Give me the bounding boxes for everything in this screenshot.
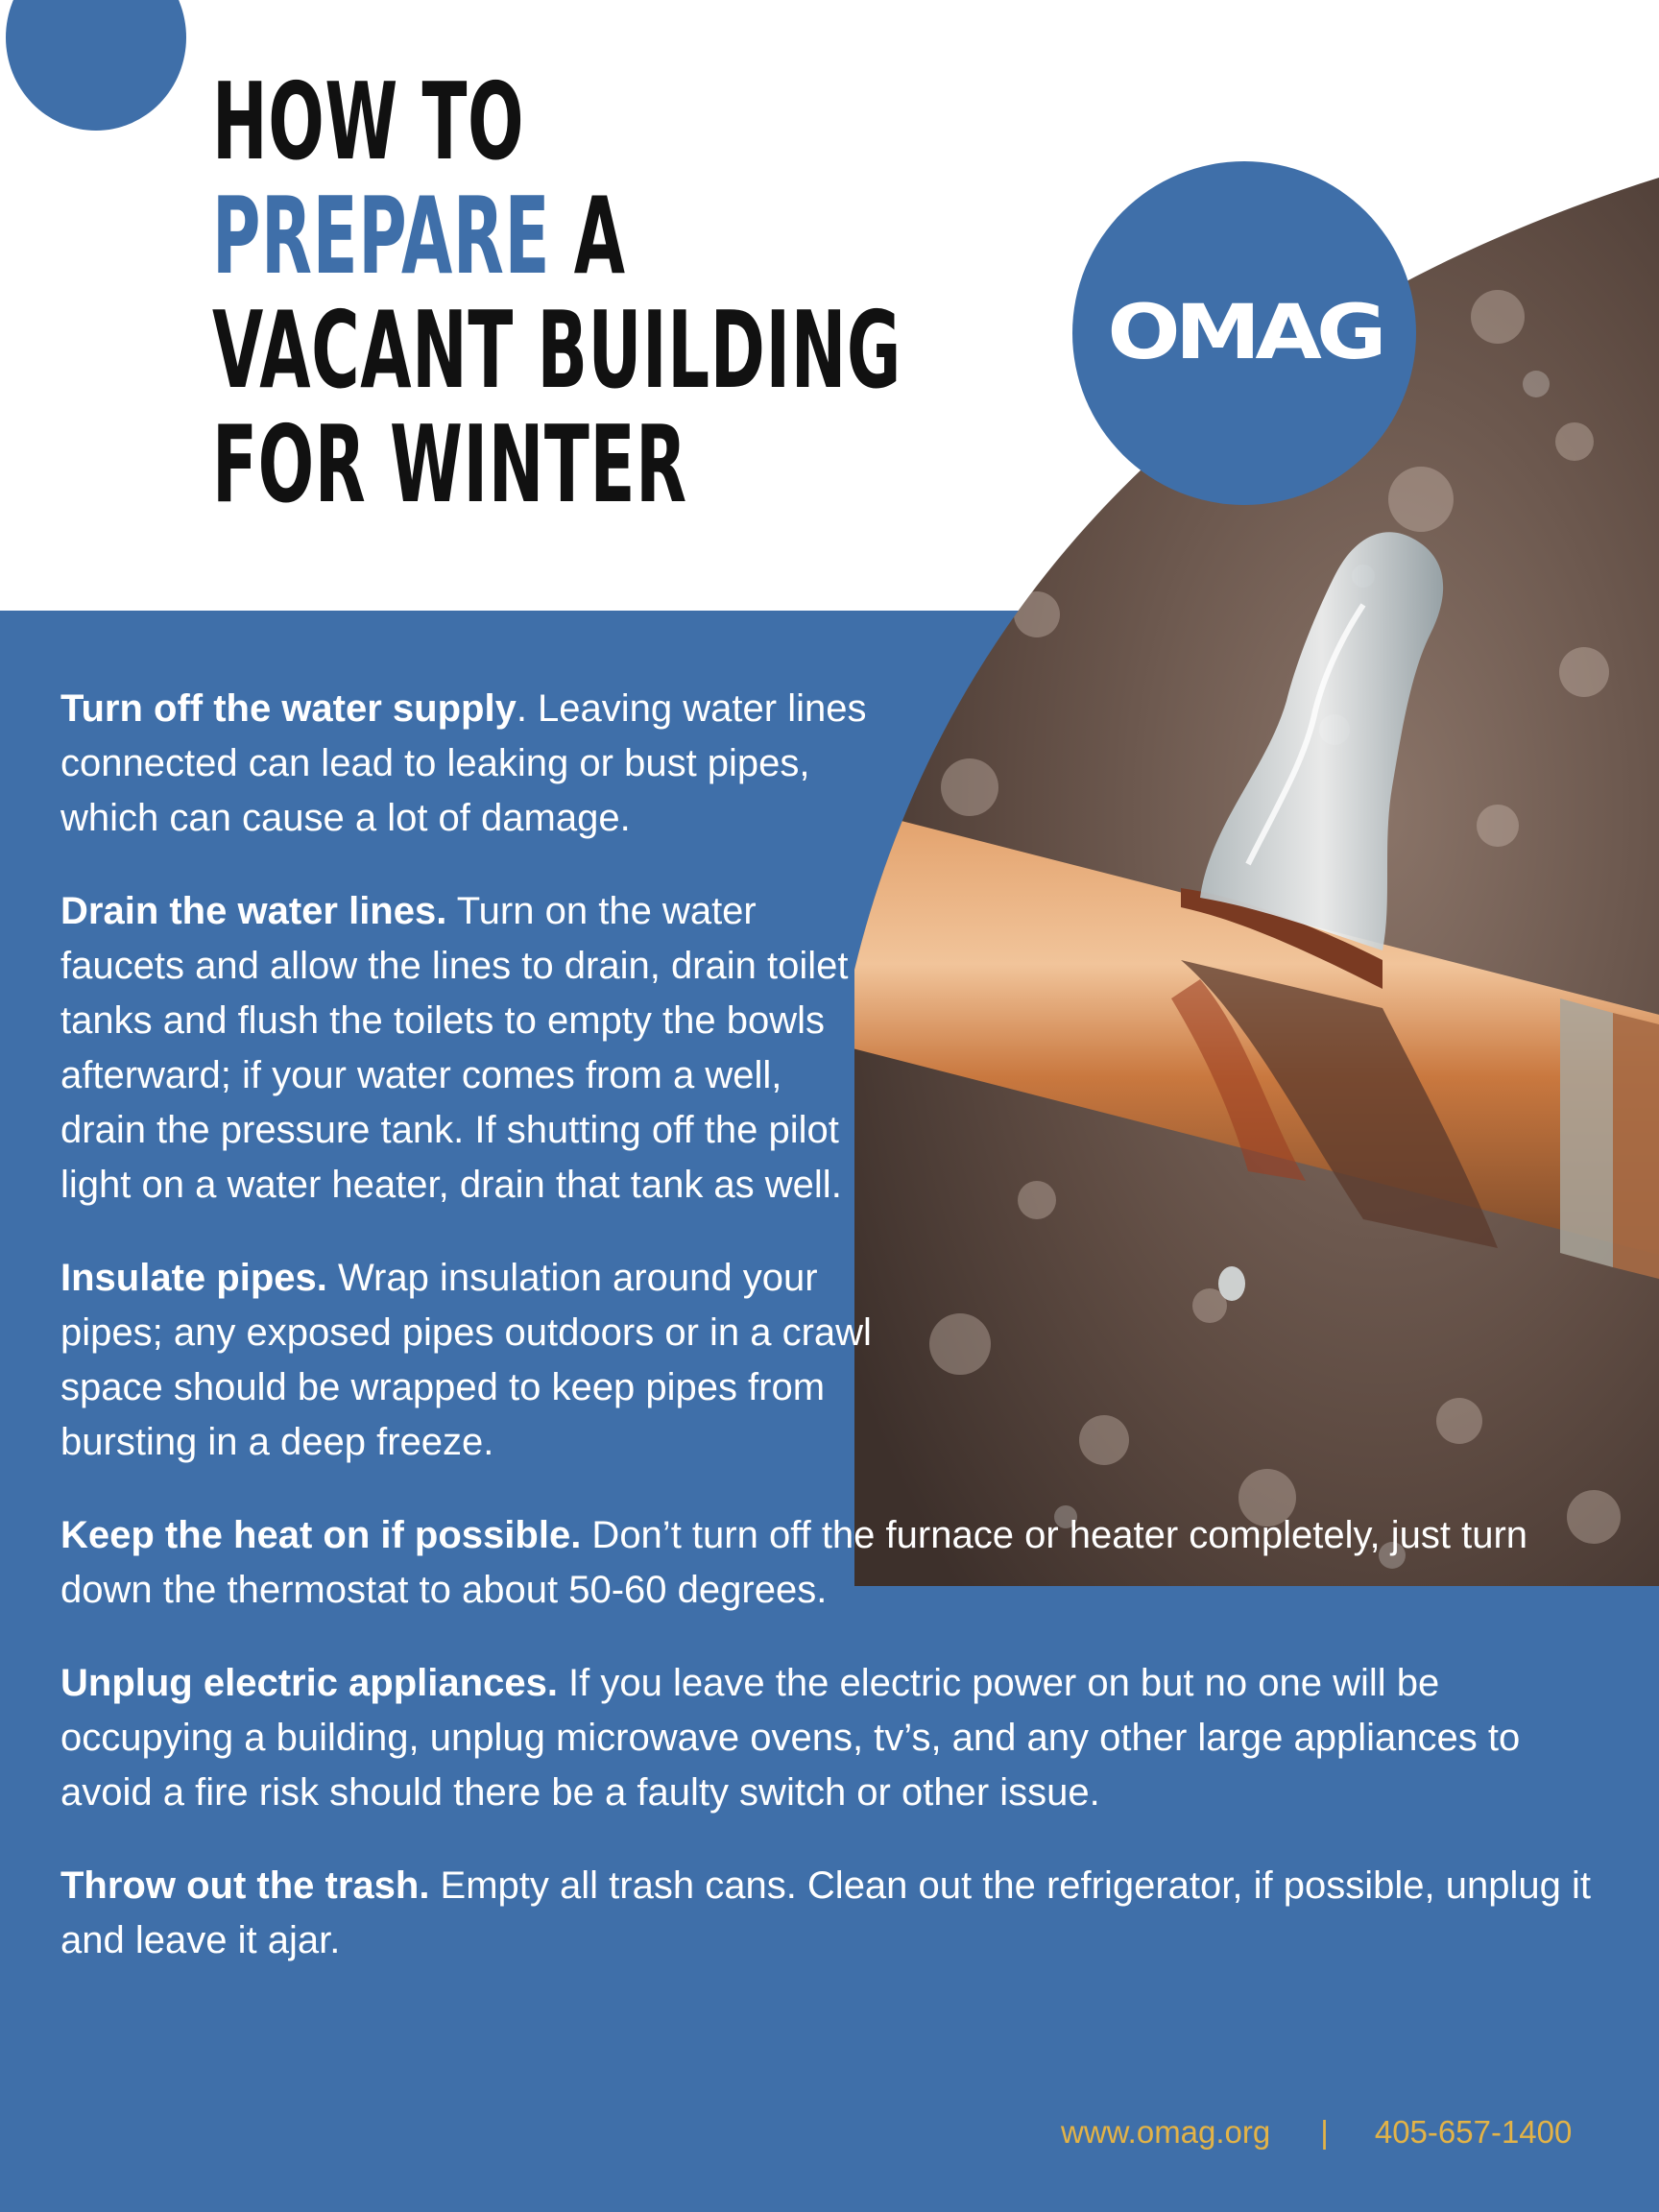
tip-heading: Drain the water lines. bbox=[60, 890, 447, 932]
tip-item-drain-lines bbox=[60, 884, 877, 1213]
tip-item-insulate bbox=[60, 1251, 877, 1470]
tip-body: If you leave the electric power on but no one will be occupying a building, unplug microwave ovens, tv’s, and any other large appliances to avoid a fire risk should there be a faulty switch or other issue. bbox=[60, 1662, 1521, 1814]
tip-heading: Keep the heat on if possible. bbox=[60, 1514, 582, 1556]
tip-item-trash bbox=[60, 1859, 1616, 1968]
tips-list bbox=[60, 682, 1616, 2007]
tip-body: Turn on the water faucets and allow the lines to drain, drain toilet tanks and flush the toilets to empty the bowls afterward; if your water comes from a well, drain the pressure tank. If shutting off the pilot light on a water heater, drain that tank as well. bbox=[60, 890, 849, 1206]
tip-body: . Leaving water lines connected can lead to leaking or bust pipes, which can cause a lot of damage. bbox=[60, 687, 867, 839]
title-accent-word: PREPARE bbox=[212, 175, 551, 299]
tip-heading: Insulate pipes. bbox=[60, 1257, 327, 1299]
title-line-1: HOW TO bbox=[212, 60, 525, 184]
title-line-2-rest: A bbox=[550, 175, 626, 299]
tip-body: Don’t turn off the furnace or heater completely, just turn down the thermostat to about 50-60 degrees. bbox=[60, 1514, 1528, 1611]
tip-item-water-supply bbox=[60, 682, 877, 846]
tip-heading: Unplug electric appliances. bbox=[60, 1662, 558, 1704]
omag-logo: OMAG bbox=[1107, 290, 1382, 376]
tip-body: Empty all trash cans. Clean out the refrigerator, if possible, unplug it and leave it ajar. bbox=[60, 1864, 1591, 1961]
phone-number: 405-657-1400 bbox=[1374, 2114, 1573, 2150]
tip-item-unplug bbox=[60, 1656, 1616, 1820]
logo-badge bbox=[1072, 161, 1416, 505]
contact-footer bbox=[1061, 2114, 1572, 2151]
title-line-4: FOR WINTER bbox=[212, 403, 687, 527]
title-line-3: VACANT BUILDING bbox=[212, 289, 902, 413]
footer-separator: | bbox=[1320, 2114, 1329, 2150]
tip-item-heat bbox=[60, 1508, 1616, 1618]
tip-body: Wrap insulation around your pipes; any exposed pipes outdoors or in a crawl space should be wrapped to keep pipes from bursting in a deep freeze. bbox=[60, 1257, 872, 1463]
tip-heading: Turn off the water supply bbox=[60, 687, 517, 730]
tip-heading: Throw out the trash. bbox=[60, 1864, 430, 1907]
website-link[interactable]: www.omag.org bbox=[1061, 2114, 1271, 2150]
